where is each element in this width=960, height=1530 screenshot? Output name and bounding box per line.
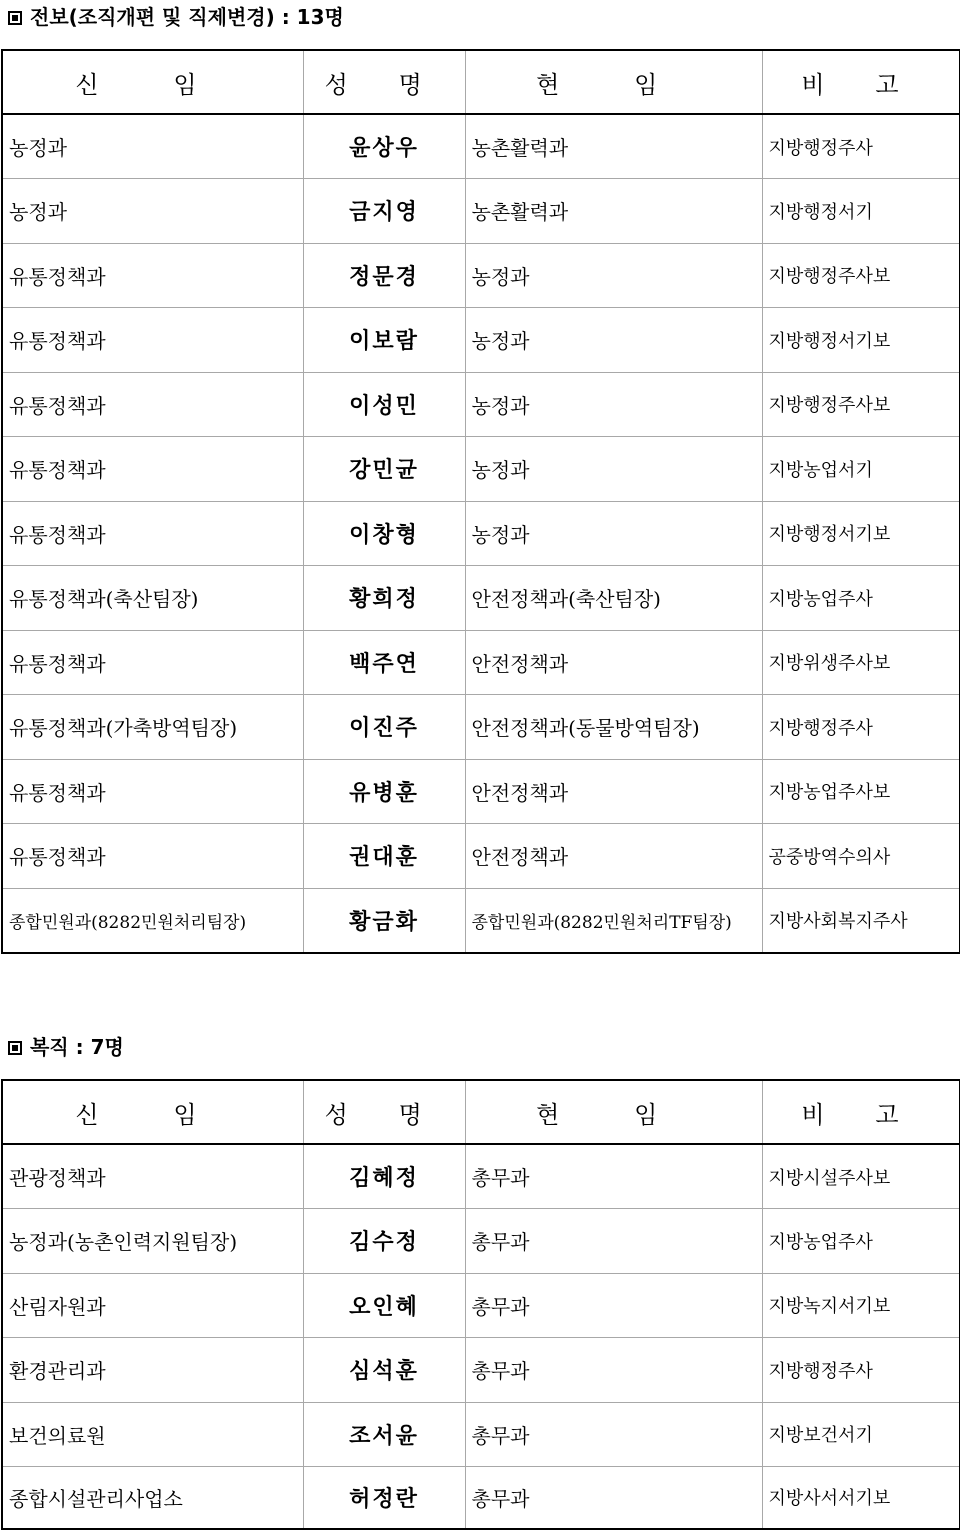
new-post-cell: 유통정책과 — [2, 824, 303, 889]
current-post-cell: 농정과 — [465, 243, 762, 308]
new-post-cell: 유통정책과 — [2, 501, 303, 566]
remarks-cell: 지방농업주사 — [762, 1209, 960, 1274]
new-post-cell: 농정과 — [2, 114, 303, 179]
name-cell: 윤상우 — [303, 114, 465, 179]
remarks-cell: 지방행정주사보 — [762, 243, 960, 308]
table-row — [2, 1273, 960, 1338]
table-row — [2, 888, 960, 953]
name-cell: 심석훈 — [303, 1338, 465, 1403]
name-cell: 이창형 — [303, 501, 465, 566]
remarks-cell: 지방농업주사보 — [762, 759, 960, 824]
current-post-cell: 농촌활력과 — [465, 179, 762, 244]
square-bullet-icon — [8, 1041, 22, 1055]
transfer-table — [1, 49, 960, 954]
table-row — [2, 695, 960, 760]
name-cell: 김수정 — [303, 1209, 465, 1274]
new-post-cell: 유통정책과 — [2, 308, 303, 373]
table-row — [2, 114, 960, 179]
current-post-cell: 농촌활력과 — [465, 114, 762, 179]
new-post-cell: 유통정책과 — [2, 243, 303, 308]
name-cell: 오인혜 — [303, 1273, 465, 1338]
name-cell: 이보람 — [303, 308, 465, 373]
name-cell: 금지영 — [303, 179, 465, 244]
header-remarks: 비 고 — [762, 1080, 960, 1144]
remarks-cell: 지방행정서기 — [762, 179, 960, 244]
table-row — [2, 1209, 960, 1274]
new-post-cell: 유통정책과(가축방역팀장) — [2, 695, 303, 760]
current-post-cell: 농정과 — [465, 308, 762, 373]
table-row — [2, 1402, 960, 1467]
name-cell: 강민균 — [303, 437, 465, 502]
name-cell: 황금화 — [303, 888, 465, 953]
table-row — [2, 824, 960, 889]
new-post-cell: 산림자원과 — [2, 1273, 303, 1338]
header-new-post: 신 임 — [2, 50, 303, 114]
remarks-cell: 지방행정서기보 — [762, 308, 960, 373]
name-cell: 김혜정 — [303, 1144, 465, 1209]
remarks-cell: 지방행정주사 — [762, 114, 960, 179]
new-post-cell: 농정과 — [2, 179, 303, 244]
current-post-cell: 총무과 — [465, 1467, 762, 1529]
name-cell: 조서윤 — [303, 1402, 465, 1467]
remarks-cell: 지방위생주사보 — [762, 630, 960, 695]
new-post-cell: 농정과(농촌인력지원팀장) — [2, 1209, 303, 1274]
current-post-cell: 종합민원과(8282민원처리TF팀장) — [465, 888, 762, 953]
current-post-cell: 총무과 — [465, 1209, 762, 1274]
table-row — [2, 308, 960, 373]
new-post-cell: 유통정책과 — [2, 630, 303, 695]
table-row — [2, 566, 960, 631]
remarks-cell: 지방사서서기보 — [762, 1467, 960, 1529]
header-new-post: 신 임 — [2, 1080, 303, 1144]
name-cell: 이진주 — [303, 695, 465, 760]
current-post-cell: 안전정책과 — [465, 759, 762, 824]
name-cell: 유병훈 — [303, 759, 465, 824]
reinstatement-table — [1, 1079, 960, 1530]
table-row — [2, 1338, 960, 1403]
current-post-cell: 총무과 — [465, 1402, 762, 1467]
current-post-cell: 안전정책과(동물방역팀장) — [465, 695, 762, 760]
name-cell: 백주연 — [303, 630, 465, 695]
current-post-cell: 총무과 — [465, 1273, 762, 1338]
table-header-row — [2, 50, 960, 114]
section-title-transfer: 전보(조직개편 및 직제변경) : 13명 — [8, 2, 344, 32]
table-row — [2, 243, 960, 308]
remarks-cell: 지방녹지서기보 — [762, 1273, 960, 1338]
name-cell: 허정란 — [303, 1467, 465, 1529]
current-post-cell: 안전정책과 — [465, 630, 762, 695]
remarks-cell: 지방사회복지주사 — [762, 888, 960, 953]
section-title-reinstatement: 복직 : 7명 — [8, 1032, 124, 1062]
current-post-cell: 농정과 — [465, 501, 762, 566]
current-post-cell: 농정과 — [465, 372, 762, 437]
current-post-cell: 농정과 — [465, 437, 762, 502]
remarks-cell: 지방농업서기 — [762, 437, 960, 502]
new-post-cell: 관광정책과 — [2, 1144, 303, 1209]
name-cell: 이성민 — [303, 372, 465, 437]
current-post-cell: 총무과 — [465, 1144, 762, 1209]
table-row — [2, 437, 960, 502]
remarks-cell: 지방시설주사보 — [762, 1144, 960, 1209]
table-row — [2, 501, 960, 566]
new-post-cell: 종합시설관리사업소 — [2, 1467, 303, 1529]
header-current-post: 현 임 — [465, 1080, 762, 1144]
remarks-cell: 지방행정서기보 — [762, 501, 960, 566]
name-cell: 정문경 — [303, 243, 465, 308]
new-post-cell: 종합민원과(8282민원처리팀장) — [2, 888, 303, 953]
table-row — [2, 179, 960, 244]
current-post-cell: 안전정책과 — [465, 824, 762, 889]
remarks-cell: 공중방역수의사 — [762, 824, 960, 889]
new-post-cell: 유통정책과(축산팀장) — [2, 566, 303, 631]
square-bullet-icon — [8, 11, 22, 25]
remarks-cell: 지방보건서기 — [762, 1402, 960, 1467]
header-name: 성 명 — [303, 50, 465, 114]
table-row — [2, 1467, 960, 1529]
remarks-cell: 지방행정주사 — [762, 1338, 960, 1403]
table-row — [2, 372, 960, 437]
table-row — [2, 759, 960, 824]
new-post-cell: 보건의료원 — [2, 1402, 303, 1467]
table-row — [2, 630, 960, 695]
current-post-cell: 안전정책과(축산팀장) — [465, 566, 762, 631]
name-cell: 권대훈 — [303, 824, 465, 889]
new-post-cell: 유통정책과 — [2, 437, 303, 502]
header-remarks: 비 고 — [762, 50, 960, 114]
new-post-cell: 환경관리과 — [2, 1338, 303, 1403]
remarks-cell: 지방농업주사 — [762, 566, 960, 631]
remarks-cell: 지방행정주사 — [762, 695, 960, 760]
remarks-cell: 지방행정주사보 — [762, 372, 960, 437]
table-row — [2, 1144, 960, 1209]
name-cell: 황희정 — [303, 566, 465, 631]
header-current-post: 현 임 — [465, 50, 762, 114]
header-name: 성 명 — [303, 1080, 465, 1144]
table-header-row — [2, 1080, 960, 1144]
new-post-cell: 유통정책과 — [2, 759, 303, 824]
new-post-cell: 유통정책과 — [2, 372, 303, 437]
current-post-cell: 총무과 — [465, 1338, 762, 1403]
